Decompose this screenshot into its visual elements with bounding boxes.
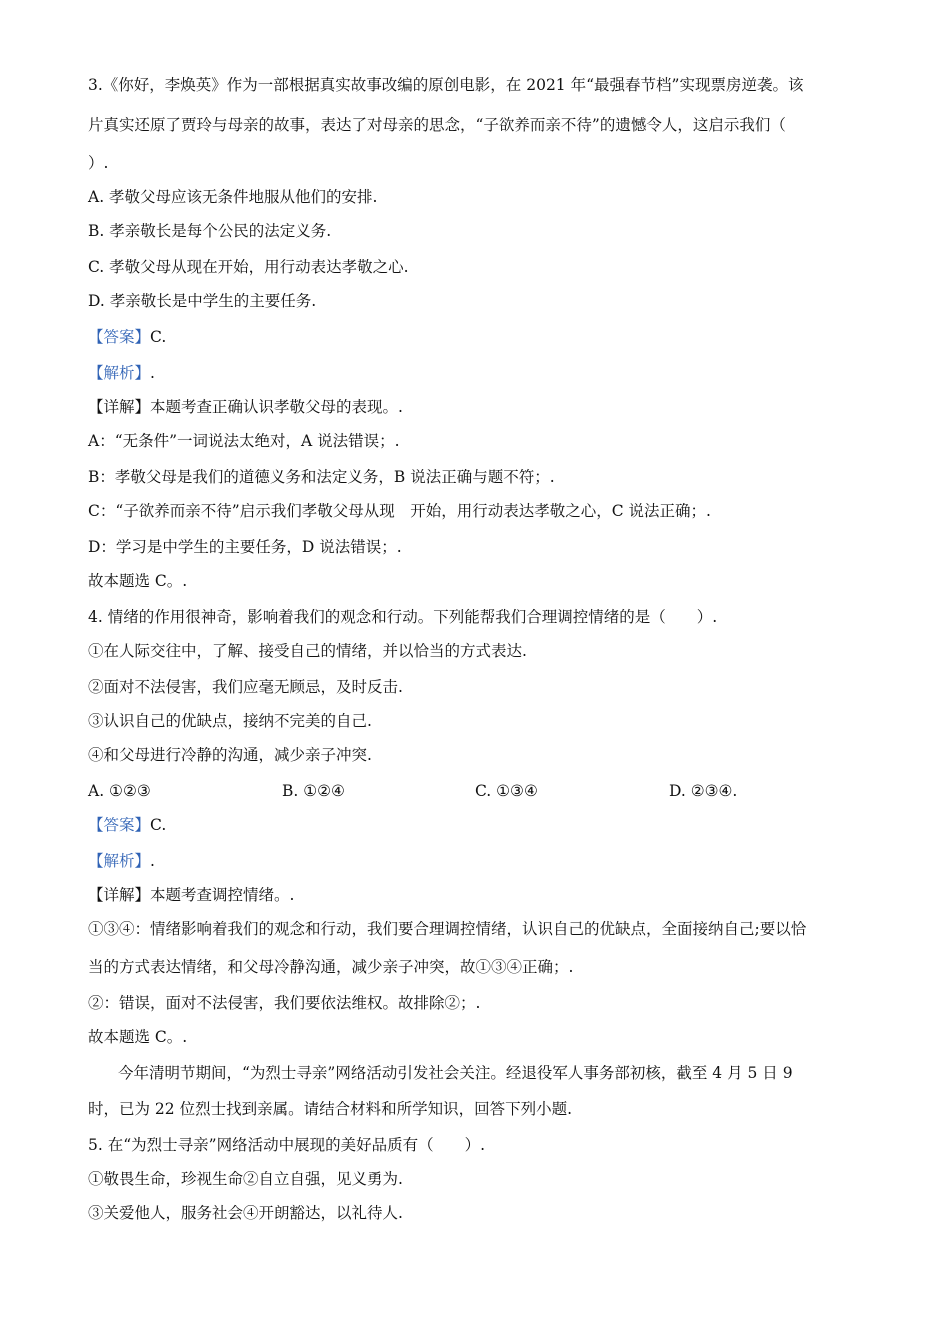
q4-option-a: A. ①②③: [88, 782, 151, 800]
q5-item-line2: ③关爱他人，服务社会④开朗豁达，以礼待人.: [88, 1204, 403, 1222]
q4-item-4: ④和父母进行冷静的沟通，减少亲子冲突.: [88, 746, 372, 764]
material-line1: 今年清明节期间，“为烈士寻亲”网络活动引发社会关注。经退役军人事务部初核，截至 4 月 5 日 9: [118, 1064, 793, 1082]
answer-tag: 【答案】: [88, 328, 151, 346]
q4-item-3: ③认识自己的优缺点，接纳不完美的自己.: [88, 712, 372, 730]
q3-stem-line3: ）.: [88, 154, 109, 172]
q3-detail-line: C：“子欲养而亲不待”启示我们孝敬父母从现 开始，用行动表达孝敬之心，C 说法正确；.: [88, 502, 711, 520]
q4-item-2: ②面对不法侵害，我们应毫无顾忌，及时反击.: [88, 678, 403, 696]
analysis-tag: 【解析】: [88, 364, 151, 382]
q4-analysis: [88, 850, 870, 872]
q3-detail-line: A：“无条件”一词说法太绝对，A 说法错误；.: [88, 432, 400, 450]
q3-detail-line: B：孝敬父母是我们的道德义务和法定义务，B 说法正确与题不符；.: [88, 468, 555, 486]
material-line2: 时，已为 22 位烈士找到亲属。请结合材料和所学知识，回答下列小题.: [88, 1100, 573, 1118]
answer-value: C.: [150, 328, 167, 346]
q3-detail-line: D：学习是中学生的主要任务，D 说法错误；.: [88, 538, 402, 556]
q5-item-line1: ①敬畏生命，珍视生命②自立自强，见义勇为.: [88, 1170, 403, 1188]
q4-option-b: B. ①②④: [282, 782, 345, 800]
analysis-value: .: [150, 852, 155, 870]
q4-detail-line: ①③④：情绪影响着我们的观念和行动，我们要合理调控情绪，认识自己的优缺点，全面接纳自己;要以恰: [88, 920, 807, 938]
q3-answer: [88, 326, 870, 348]
q3-option-d: D. 孝亲敬长是中学生的主要任务.: [88, 292, 317, 310]
q4-detail-line: 当的方式表达情绪，和父母冷静沟通，减少亲子冲突，故①③④正确；.: [88, 958, 574, 976]
q3-stem-line2: 片真实还原了贾玲与母亲的故事，表达了对母亲的思念，“子欲养而亲不待”的遗憾令人，这启示我们（: [88, 116, 786, 134]
q4-detail-line: ②：错误，面对不法侵害，我们要依法维权。故排除②；.: [88, 994, 481, 1012]
q4-stem: 4. 情绪的作用很神奇，影响着我们的观念和行动。下列能帮我们合理调控情绪的是（ ）.: [88, 608, 718, 626]
q3-option-a: A. 孝敬父母应该无条件地服从他们的安排.: [88, 188, 378, 206]
q4-option-c: C. ①③④: [475, 782, 538, 800]
q4-item-1: ①在人际交往中，了解、接受自己的情绪，并以恰当的方式表达.: [88, 642, 527, 660]
q5-stem: 5. 在“为烈士寻亲”网络活动中展现的美好品质有（ ）.: [88, 1136, 485, 1154]
analysis-value: .: [150, 364, 155, 382]
analysis-tag: 【解析】: [88, 852, 151, 870]
q3-option-b: B. 孝亲敬长是每个公民的法定义务.: [88, 222, 332, 240]
q3-detail-line: 【详解】本题考查正确认识孝敬父母的表现。.: [88, 398, 403, 416]
q4-detail-line: 故本题选 C。.: [88, 1028, 188, 1046]
q3-detail-line: 故本题选 C。.: [88, 572, 188, 590]
q3-option-c: C. 孝敬父母从现在开始，用行动表达孝敬之心.: [88, 258, 409, 276]
answer-tag: 【答案】: [88, 816, 151, 834]
q4-option-d: D. ②③④.: [669, 782, 738, 800]
q3-analysis: [88, 362, 870, 384]
q4-answer: [88, 814, 870, 836]
q3-stem-line1: 3.《你好，李焕英》作为一部根据真实故事改编的原创电影，在 2021 年“最强春节档”实现票房逆袭。该: [88, 76, 804, 94]
q4-detail-line: 【详解】本题考查调控情绪。.: [88, 886, 295, 904]
answer-value: C.: [150, 816, 167, 834]
